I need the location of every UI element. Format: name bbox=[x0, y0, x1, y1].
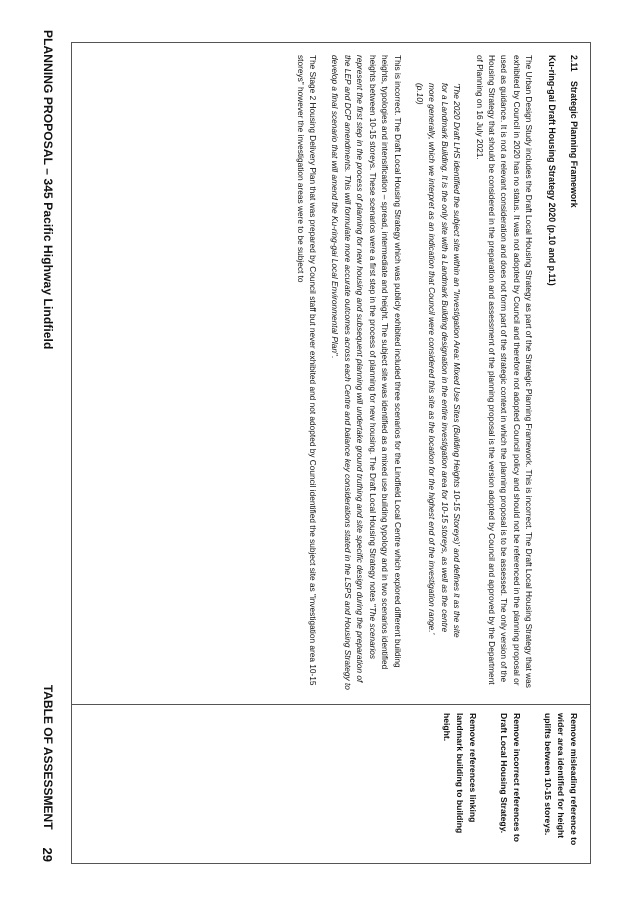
recommendation-2: Remove incorrect references to Draft Local Housing Strategy. bbox=[499, 713, 522, 842]
recommendation-3: Remove references linking landmark building to building height. bbox=[442, 713, 478, 834]
assessment-column bbox=[72, 43, 590, 704]
section-heading bbox=[568, 55, 580, 690]
paragraph-1: The Urban Design Study includes the Draft Local Housing Strategy as part of the Strategic Planning Framework. This is incorrect. The Draft Local Housing Strategy that was exhibited by Council in 2020 has no status. It was not adopted by Council and therefore not adopted Council policy and should not be referenced in the planning proposal or used as guidance. It is not a relevant consideration and does not form part of the strategic context in which the planning proposal is to be assessed. The only version of the Housing Strategy that should be considered in the preparation and assessment of the planning proposal is the version adopted by Council and approved by the Department of Planning on 16 July 2021. bbox=[474, 55, 535, 688]
recommendation-1: Remove misleading reference to wider area identified for height uplifts between 10-15 storeys. bbox=[543, 713, 579, 846]
section-number: 2.11 bbox=[569, 55, 579, 72]
page-number: 29 bbox=[40, 847, 56, 862]
page-header bbox=[33, 30, 63, 862]
header-right bbox=[41, 685, 56, 862]
document-title: PLANNING PROPOSAL – 345 Pacific Highway Lindfield bbox=[41, 30, 55, 350]
section-title: Strategic Planning Framework bbox=[569, 81, 579, 208]
block-quote: 'The 2020 Draft LHS identified the subject site within an "Investigation Area: Mixed Use Sites (Building Heights 10-15 Storeys)' and defines it as the site for a Landmark Building. It is the only site with a Landmark Building designation in the entire investigation area for 10-15 storeys, as well as the centre more generally, which we interpret as an indication that Council were considered this site as the location for the highest end of the investigation range.' (p.10) bbox=[414, 83, 463, 638]
subheading: Ku-ring-gai Draft Housing Strategy 2020 (p.10 and p.11) bbox=[546, 55, 557, 286]
paragraph-3-quote: The scenarios represent the first step in the process of planning for new housing and subsequent planning will undertake ground truthing and site specific design during the preparation of the LEP and DCP amendments. This will formulate more accurate outcomes across each Centre and balance key considerations stated in the LSPS and Housing Strategy to develop a final scenario that will amend the Ku-ring-gai Local Environmental Plan bbox=[330, 55, 378, 690]
assessment-table bbox=[71, 42, 591, 864]
paragraph-3 bbox=[329, 55, 403, 690]
paragraph-4: The Stage 2 Housing Delivery Plan that was prepared by Council staff but never exhibited and not adopted by Council identified the subject site as "investigation area 10-15 storeys" however the investigation areas were to be subject to bbox=[295, 55, 319, 686]
recommendation-column bbox=[72, 705, 590, 863]
paragraph-3-start: This is incorrect. The Draft Local Housing Strategy which was publicly exhibited included three scenarios for the Lindfield Local Centre which explored different building heights, typologies and intensification – spread, intermediate and height. The subject site was identified as a mixed use building typology and in two scenarios identified heights between 10-15 storeys. These scenarios were a first step in the process of planning for new housing. The Draft Local Housing Strategy notes " bbox=[367, 55, 403, 670]
paragraph-3-end: ". bbox=[330, 352, 341, 359]
section-label: TABLE OF ASSESSMENT bbox=[41, 684, 55, 830]
